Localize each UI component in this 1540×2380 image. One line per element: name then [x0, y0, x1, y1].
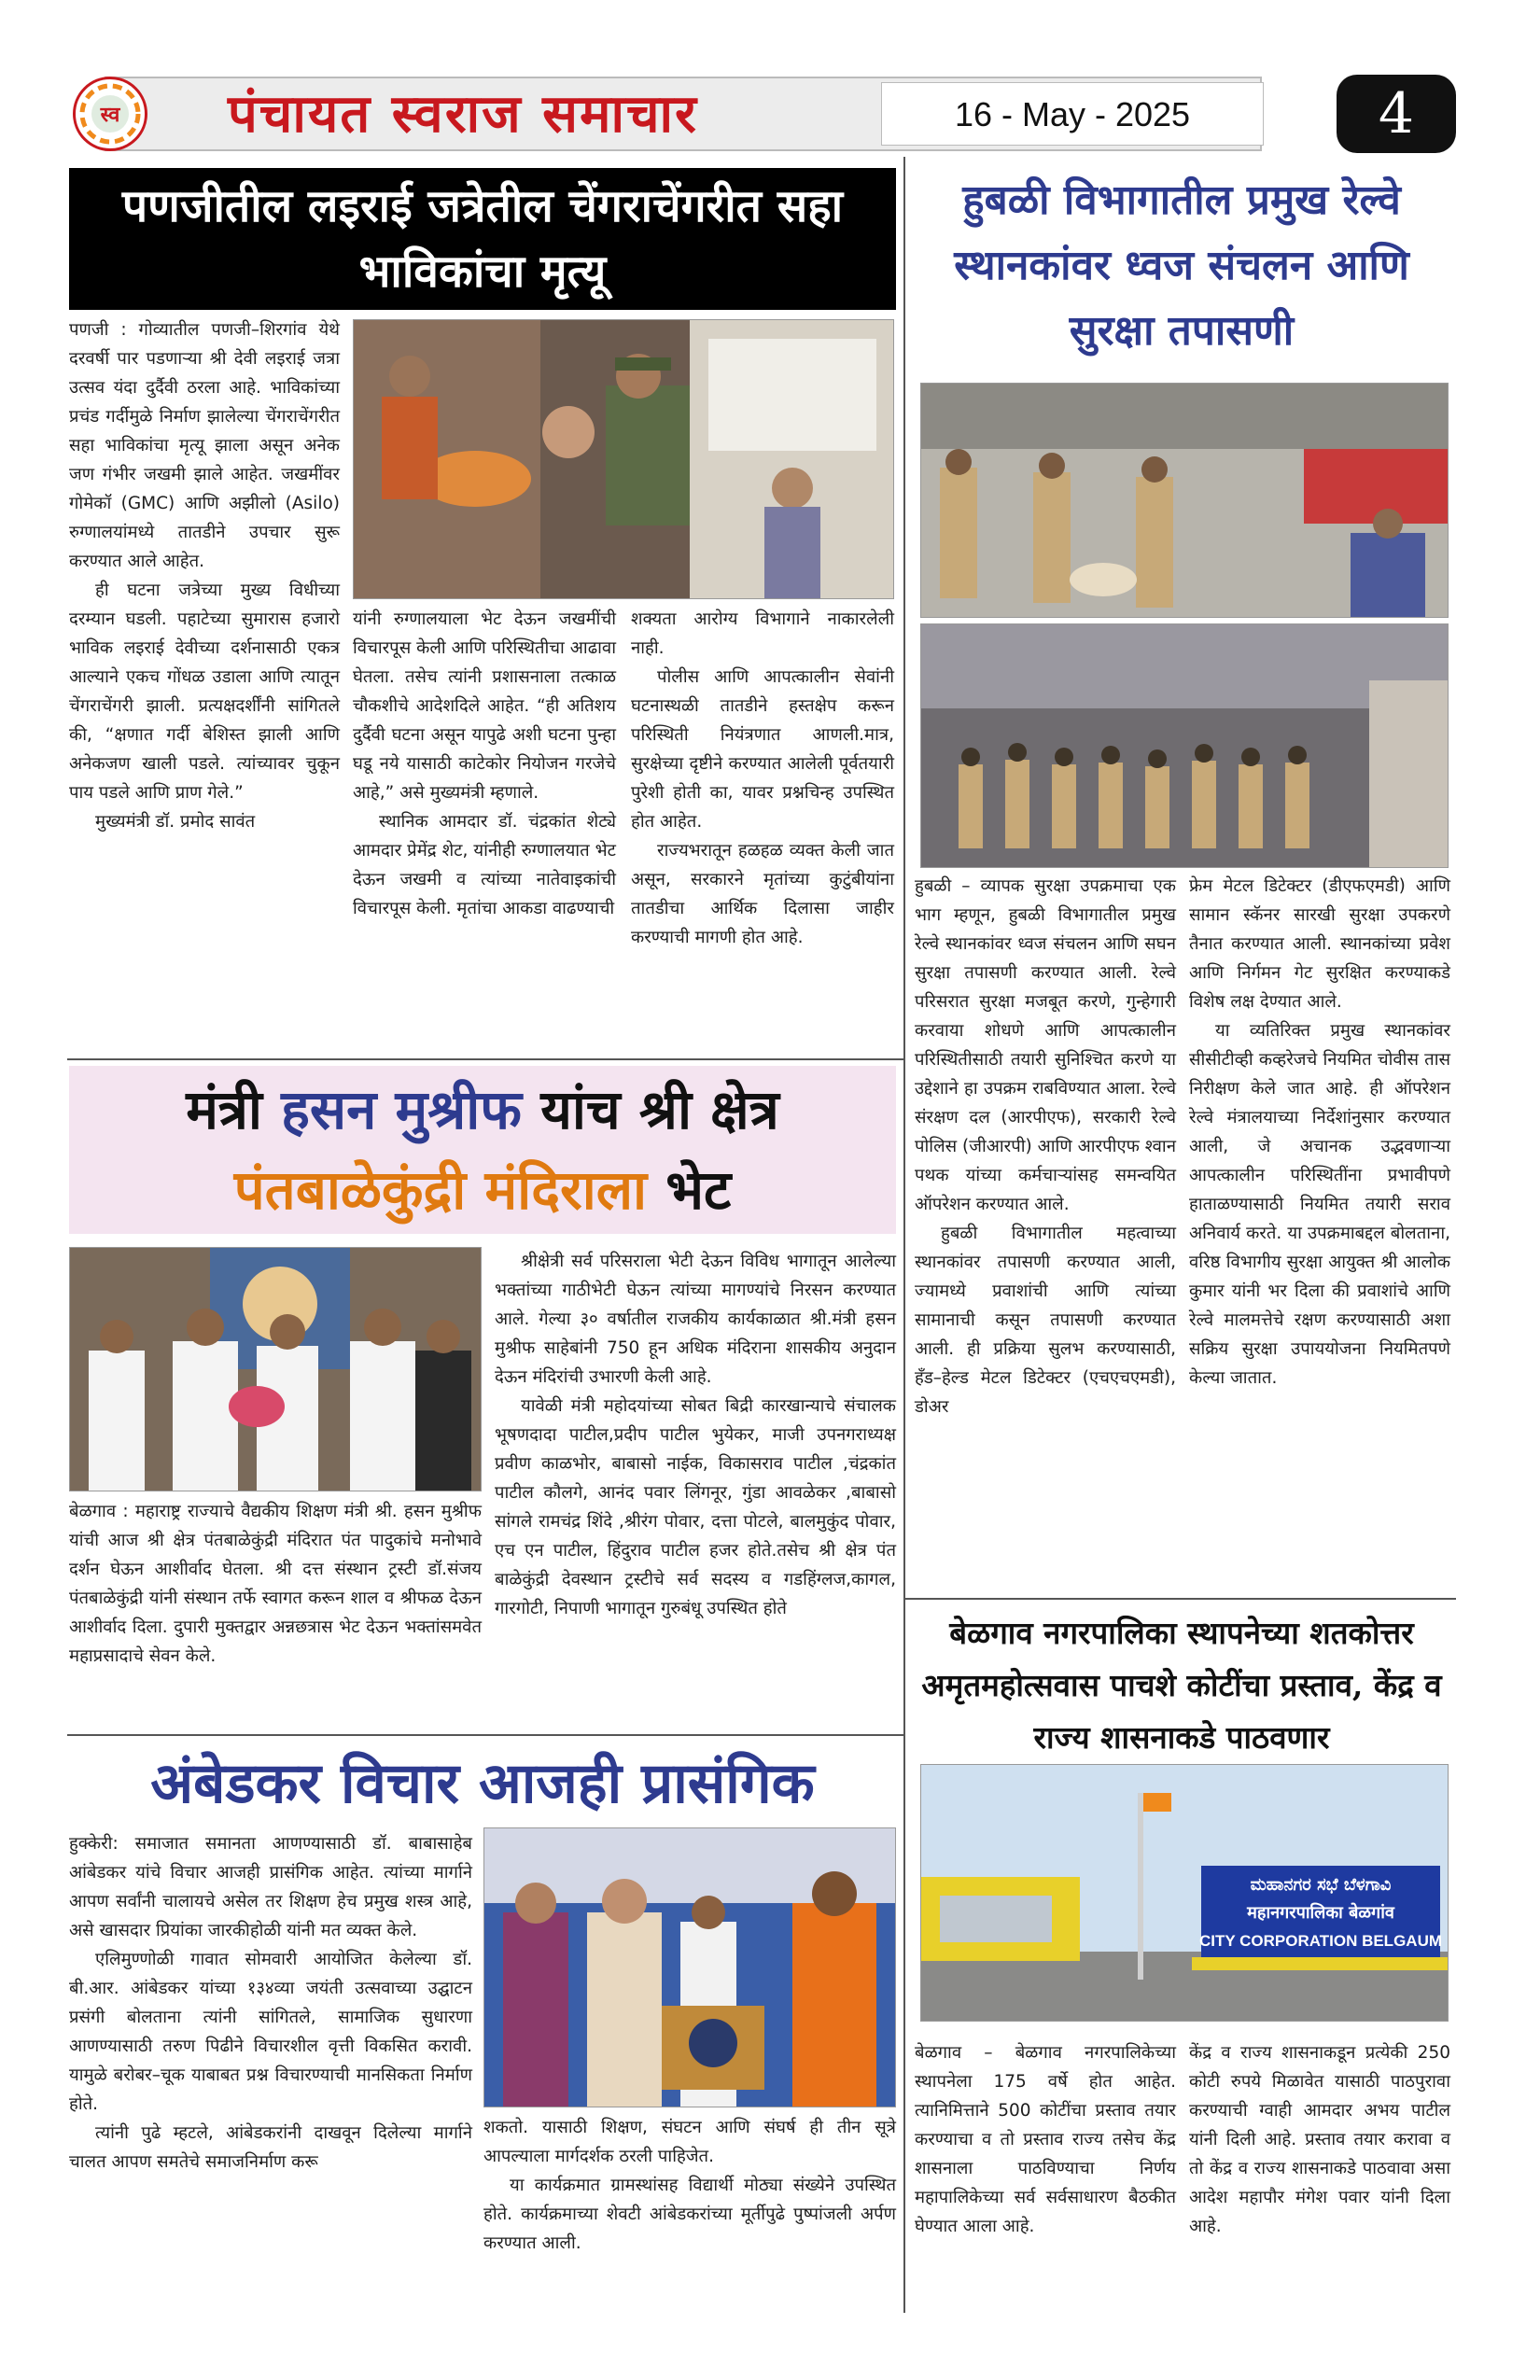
ambedkar-event-photo — [483, 1827, 896, 2107]
section-divider — [67, 1734, 903, 1736]
column-divider — [903, 157, 905, 2313]
story1-column-3 — [631, 605, 894, 952]
story1-column-2 — [353, 605, 616, 923]
story5-column-1 — [915, 2038, 1176, 2241]
paragraph: यावेळी मंत्री महोदयांच्या सोबत बिद्री कारखान्याचे संचालक भूषणदादा पाटील,प्रदीप पाटील भुयेकर, माजी उपनगराध्यक्ष प्रवीण काळभोर, बाबासो नाईक, विकासराव पाटील ,चंद्रकांत पाटील कौलगे, आनंद पवार लिंगनूर, गुंडा आवळेकर ,बाबासो सांगले रामचंद्र शिंदे ,श्रीरंग पोवार, दत्ता पोटले, बालमुकुंद पोवार, एच एन पाटील, हिंदुराव पाटील हजर होते.तसेच श्री क्षेत्र पंत बाळेकुंद्री देवस्थान ट्रस्टीचे सर्व सदस्य व गडहिंग्लज,कागल, गारगोटी, निपाणी भागातून गुरुबंधू उपस्थित होते — [495, 1396, 896, 1618]
sign-english: CITY CORPORATION BELGAUM — [1198, 1932, 1443, 1950]
paragraph: बेळगाव – बेळगाव नगरपालिकेच्या स्थापनेला 175 वर्षे होत आहेत. त्यानिमित्ताने 500 कोटींचा प्रस्ताव तयार करण्याचा व तो प्रस्ताव राज्य तसेच केंद्र शासनाला पाठविण्याचा निर्णय महापालिकेच्या सर्व सर्वसाधारण बैठकीत घेण्यात आला आहे. — [915, 2043, 1176, 2236]
story1-headline-box — [69, 168, 896, 310]
paragraph: त्यांनी पुढे म्हटले, आंबेडकरांनी दाखवून दिलेल्या मार्गाने चालत आपण समतेचे समाजनिर्माण करू — [69, 2123, 472, 2172]
headline-word: भेट — [665, 1158, 732, 1222]
story1-headline: पणजीतील लइराई जत्रेतील चेंगराचेंगरीत सहा भाविकांचा मृत्यू — [121, 180, 844, 298]
paragraph: राज्यभरातून हळहळ व्यक्त केली जात असून, सरकारने मृतांच्या कुटुंबीयांना तातडीचा आर्थिक दिलासा जाहीर करण्याची मागणी होत आहे. — [631, 841, 894, 947]
story2-headline: हुबळी विभागातील प्रमुख रेल्वे स्थानकांवर ध्वज संचलन आणि सुरक्षा तपासणी — [954, 176, 1409, 355]
masthead-title: पंचायत स्वराज समाचार — [228, 83, 698, 145]
story3-body — [495, 1247, 896, 1623]
story5-headline: बेळगाव नगरपालिका स्थापनेच्या शतकोत्तर अमृतमहोत्सवास पाचशे कोटींचा प्रस्ताव, केंद्र व राज्य शासनाकडे पाठवणार — [921, 1615, 1442, 1756]
paragraph: या व्यतिरिक्त प्रमुख स्थानकांवर सीसीटीव्ही कव्हरेजचे नियमित चोवीस तास निरीक्षण केले जात आहे. ही ऑपरेशन रेल्वे मंत्रालयाच्या निर्देशांनुसार करण्यात आली, जे अचानक उद्भवणाऱ्या आपत्कालीन परिस्थितींना प्रभावीपणे हाताळण्यासाठी नियमित तयारी सराव अनिवार्य करते. या उपक्रमाबद्दल बोलताना, वरिष्ठ विभागीय सुरक्षा आयुक्त श्री आलोक कुमार यांनी भर दिला की प्रवाशांचे आणि रेल्वे मालमत्तेचे रक्षण करण्यासाठी अशा सक्रिय सुरक्षा उपाययोजना नियमितपणे केल्या जातात. — [1189, 1021, 1450, 1388]
paragraph: केंद्र व राज्य शासनाकडून प्रत्येकी 250 कोटी रुपये मिळावेत यासाठी पाठपुरावा करण्याची ग्वाही आमदार अभय पाटील यांनी दिली आहे. प्रस्ताव तयार करावा व तो केंद्र व राज्य शासनाकडे पाठवावा असा आदेश महापौर मंगेश पवार यांनी दिला आहे. — [1189, 2043, 1450, 2236]
story2-column-2 — [1189, 872, 1450, 1393]
paragraph: शक्यता आरोग्य विभागाने नाकारलेली नाही. — [631, 609, 894, 658]
page-number-badge — [1337, 75, 1456, 153]
railway-photo-2 — [920, 623, 1449, 868]
headline-word: यांच श्री क्षेत्र — [540, 1078, 779, 1141]
paragraph: मुख्यमंत्री डॉ. प्रमोद सावंत — [95, 812, 256, 832]
story4-column-2 — [483, 2113, 896, 2258]
story3-headline-line1 — [69, 1070, 896, 1150]
headline-place: पंतबाळेकुंद्री मंदिराला — [233, 1158, 648, 1222]
story2-column-1 — [915, 872, 1176, 1421]
masthead — [67, 73, 1456, 155]
stampede-photo — [353, 319, 894, 599]
city-corporation-photo — [920, 1764, 1449, 2022]
page-number: 4 — [1378, 81, 1415, 147]
section-divider — [67, 1058, 903, 1060]
paragraph: एलिमुण्णोळी गावात सोमवारी आयोजित केलेल्या डॉ. बी.आर. आंबेडकर यांच्या १३४व्या जयंती उत्सवाच्या उद्घाटन प्रसंगी बोलताना त्यांनी सांगितले, सामाजिक सुधारणा आणण्यासाठी तरुण पिढीने विचारशील वृत्ती विकसित करावी. यामुळे बरोबर–चूक याबाबत प्रश्न विचारण्याची मानसिकता निर्माण होते. — [69, 1950, 472, 2114]
story1-column-1 — [69, 315, 340, 836]
paragraph: फ्रेम मेटल डिटेक्टर (डीएफएमडी) आणि सामान स्कॅनर सारखी सुरक्षा उपकरणे तैनात करण्यात आली. स्थानकांच्या प्रवेश आणि निर्गमन गेट सुरक्षित करण्याकडे विशेष लक्ष देण्यात आले. — [1189, 876, 1450, 1012]
paragraph: श्रीक्षेत्री सर्व परिसराला भेटी देऊन विविध भागातून आलेल्या भक्तांच्या गाठीभेटी घेऊन त्यांच्या मागण्यांचे निरसन करण्यात आले. गेल्या ३० वर्षातील राजकीय कार्यकाळात श्री.मंत्री हसन मुश्रीफ साहेबांनी 750 हून अधिक मंदिराना शासकीय अनुदान देऊन मंदिरांची उभारणी केली आहे. — [495, 1252, 896, 1387]
paragraph: ही घटना जत्रेच्या मुख्य विधीच्या दरम्यान घडली. पहाटेच्या सुमारास हजारो भाविक लइराई देवीच्या दर्शनासाठी एकत्र आल्याने एकच गोंधळ उडाला आणि त्यातून चेंगराचेंगरी झाली. प्रत्यक्षदर्शींनी सांगितले की, “क्षणात गर्दी बेशिस्त झाली आणि अनेकजण खाली पडले. त्यांच्यावर चुकून पाय पडले आणि प्राण गेले.” — [69, 581, 340, 803]
paragraph: शकतो. यासाठी शिक्षण, संघटन आणि संघर्ष ही तीन सूत्रे आपल्याला मार्गदर्शक ठरली पाहिजेत. — [483, 2118, 896, 2166]
paragraph: हुबळी – व्यापक सुरक्षा उपक्रमाचा एक भाग म्हणून, हुबळी विभागातील प्रमुख रेल्वे स्थानकांवर ध्वज संचलन आणि सघन सुरक्षा तपासणी करण्यात आली. रेल्वे परिसरात सुरक्षा मजबूत करणे, गुन्हेगारी करवाया शोधणे आणि आपत्कालीन परिस्थितीसाठी तयारी सुनिश्चित करणे या उद्देशाने हा उपक्रम राबविण्यात आला. रेल्वे संरक्षण दल (आरपीएफ), सरकारी रेल्वे पोलिस (जीआरपी) आणि आरपीएफ श्वान पथक यांच्या कर्मचाऱ्यांसह समन्वयित ऑपरेशन करण्यात आले. — [915, 876, 1176, 1214]
date-box — [881, 82, 1264, 146]
paragraph: पणजी : गोव्यातील पणजी–शिरगांव येथे दरवर्षी पार पडणाऱ्या श्री देवी लइराई जत्रा उत्सव यंदा दुर्दैवी ठरला आहे. भाविकांच्या प्रचंड गर्दीमुळे निर्माण झालेल्या चेंगराचेंगरीत सहा भाविकांचा मृत्यू झाला असून अनेक जण गंभीर जखमी झाले आहेत. जखमींवर गोमेकॉ (GMC) आणि अझीलो (Asilo) रुग्णालयांमध्ये तातडीने उपचार सुरू करण्यात आले आहेत. — [69, 320, 340, 571]
paragraph: हुक्केरी: समाजात समानता आणण्यासाठी डॉ. बाबासाहेब आंबेडकर यांचे विचार आजही प्रासंगिक आहेत. त्यांच्या मार्गाने आपण सर्वांनी चालायचे असेल तर शिक्षण हेच प्रमुख शस्त्र आहे, असे खासदार प्रियांका जारकीहोळी यांनी मत व्यक्त केले. — [69, 1834, 472, 1940]
issue-date: 16 - May - 2025 — [954, 95, 1191, 133]
headline-name: हसन मुश्रीफ — [281, 1078, 523, 1141]
headline-word: मंत्री — [186, 1078, 262, 1141]
story5-column-2 — [1189, 2038, 1450, 2241]
paragraph: यांनी रुग्णालयाला भेट देऊन जखमींची विचारपूस केली आणि परिस्थितीचा आढावा घेतला. तसेच त्यांनी प्रशासनाला तत्काळ चौकशीचे आदेशदिले आहेत. “ही अतिशय दुर्दैवी घटना असून यापुढे अशी घटना पुन्हा घडू नये यासाठी काटेकोर नियोजन गरजेचे आहे,” असे मुख्यमंत्री म्हणाले. — [353, 609, 616, 803]
minister-photo-caption: बेळगाव : महाराष्ट्र राज्याचे वैद्यकीय शिक्षण मंत्री श्री. हसन मुश्रीफ यांची आज श्री क्षेत्र पंतबाळेकुंद्री मंदिरात पंत पादुकांचे मनोभावे दर्शन घेऊन आशीर्वाद घेतला. श्री दत्त संस्थान ट्रस्टी डॉ.संजय पंतबाळेकुंद्री यांनी संस्थान तर्फे स्वागत करून शाल व श्रीफळ देऊन आशीर्वाद दिला. दुपारी मुक्तद्वार अन्नछत्रास भेट देऊन भक्तांसमवेत महाप्रसादाचे सेवन केले. — [69, 1502, 482, 1666]
railway-photo-1 — [920, 383, 1449, 618]
story3-headline-line2 — [69, 1150, 896, 1230]
minister-photo — [69, 1247, 482, 1491]
paragraph: स्थानिक आमदार डॉ. चंद्रकांत शेट्ये आमदार प्रेमेंद्र शेट, यांनीही रुग्णालयात भेट देऊन जखमी व त्यांच्या नातेवाइकांची विचारपूस केली. मृतांचा आकडा वाढण्याची — [353, 812, 616, 918]
paragraph: पोलीस आणि आपत्कालीन सेवांनी घटनास्थळी तातडीने हस्तक्षेप करून परिस्थिती नियंत्रणात आणली.मात्र, सुरक्षेच्या दृष्टीने करण्यात आलेली पूर्वतयारी पुरेशी होती का, यावर प्रश्नचिन्ह उपस्थित होत आहेत. — [631, 667, 894, 832]
logo-glyph: स्व — [100, 104, 120, 127]
paragraph: या कार्यक्रमात ग्रामस्थांसह विद्यार्थी मोठ्या संख्येने उपस्थित होते. कार्यक्रमाच्या शेवटी आंबेडकरांच्या मूर्तीपुढे पुष्पांजली अर्पण करण्यात आली. — [483, 2176, 896, 2253]
story4-headline: अंबेडकर विचार आजही प्रासंगिक — [150, 1751, 815, 1816]
sign-marathi: महानगरपालिका बेळगांव — [1247, 1903, 1394, 1923]
newspaper-logo-icon — [73, 77, 147, 151]
story4-column-1 — [69, 1829, 472, 2177]
sign-kannada: ಮಹಾನಗರ ಸಭೆ ಬೆಳಗಾವಿ — [1250, 1875, 1392, 1895]
paragraph: हुबळी विभागातील महत्वाच्या स्थानकांवर तपासणी करण्यात आली, ज्यामध्ये प्रवाशांची आणि त्यांच्या सामानाची कसून तपासणी करण्यात आली. ही प्रक्रिया सुलभ करण्यासाठी, हँड–हेल्ड मेटल डिटेक्टर (एचएचएमडी), डोअर — [915, 1224, 1176, 1417]
section-divider — [903, 1598, 1456, 1600]
